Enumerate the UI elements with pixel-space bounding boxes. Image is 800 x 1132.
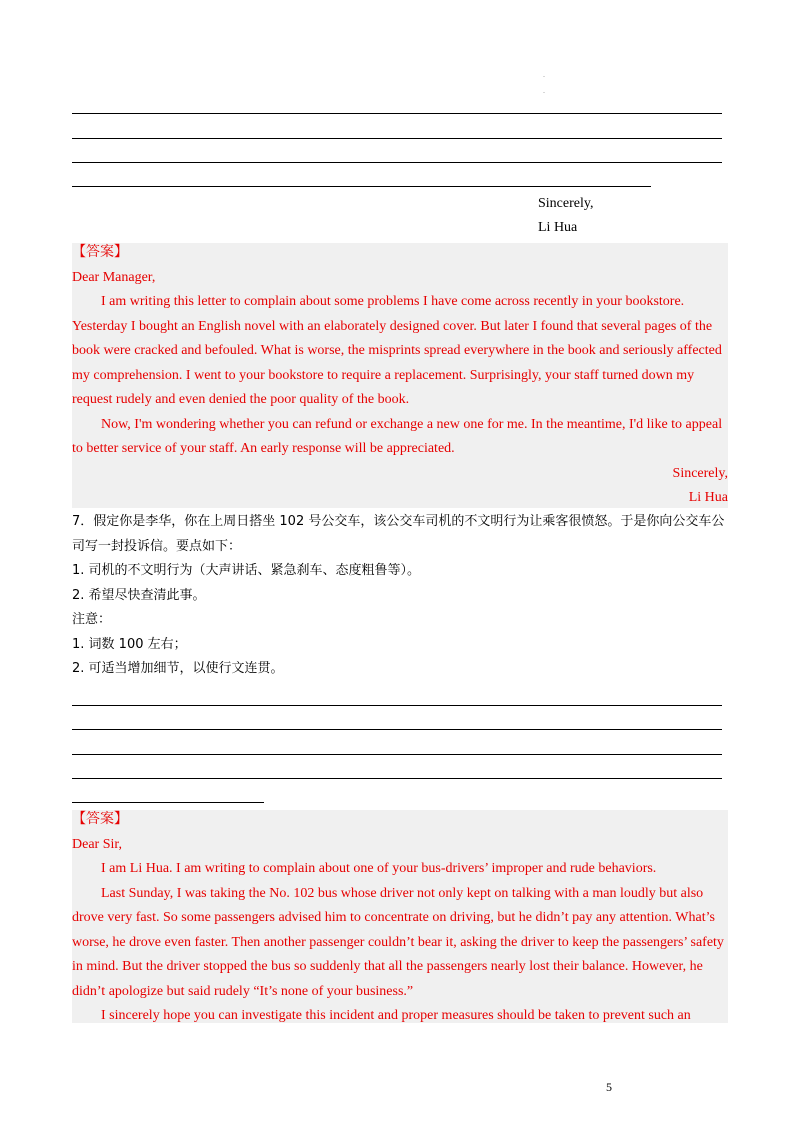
answer-paragraph: I sincerely hope you can investigate this incident and proper measures should be taken to prevent such an <box>101 1008 691 1023</box>
answer-greeting: Dear Sir, <box>72 836 122 852</box>
answer-block-2 <box>72 808 728 1029</box>
writing-line <box>72 186 651 187</box>
answer-signature: Li Hua <box>688 490 728 505</box>
writing-line <box>72 705 722 706</box>
answer-block-1 <box>72 241 728 511</box>
writing-line <box>72 778 722 779</box>
decor-mark: . <box>543 70 545 79</box>
writing-line <box>72 113 722 114</box>
letter-closing: Sincerely, <box>538 196 594 211</box>
answer-paragraph: I am Li Hua. I am writing to complain about one of your bus-drivers’ improper and rude behaviors. <box>101 861 657 876</box>
writing-line <box>72 138 722 139</box>
answer-label: 【答案】 <box>72 812 128 827</box>
question-point: 2. 希望尽快查清此事。 <box>72 587 206 603</box>
question-point: 1. 司机的不文明行为（大声讲话、紧急刹车、态度粗鲁等）。 <box>72 563 421 578</box>
question-note: 2. 可适当增加细节，以使行文连贯。 <box>72 661 284 676</box>
answer-paragraph: Now, I'm wondering whether you can refund or exchange a new one for me. In the meantime, I'd like to appeal to better service of your staff. An early response will be appreciated. <box>72 416 723 456</box>
question-note-label: 注意： <box>72 612 112 627</box>
answer-paragraph: Last Sunday, I was taking the No. 102 bus whose driver not only kept on talking with a man loudly but also drove very fast. So some passengers advised him to concentrate on driving, but he didn’t pay any attention. What’s worse, he drove even faster. Then another passenger couldn’t bear it, asking the driver to keep the passengers’ safety in mind. But the driver stopped the bus so suddenly that all the passengers nearly lost their balance. However, he didn’t apologize but said rudely “It’s none of your business.” <box>72 885 724 999</box>
answer-label: 【答案】 <box>72 245 128 260</box>
writing-line <box>72 802 264 803</box>
writing-line <box>72 162 722 163</box>
question-note: 1. 词数 100 左右； <box>72 636 187 652</box>
answer-paragraph: I am writing this letter to complain about some problems I have come across recently in your bookstore. Yesterday I bought an English novel with an elaborately designed cover. But later I found that several pages of the book were cracked and befouled. What is worse, the misprints spread everywhere in the book and seriously affected my comprehension. I went to your bookstore to require a replacement. Surprisingly, your staff turned down my request rudely and even denied the poor quality of the book. <box>72 294 722 407</box>
writing-line <box>72 729 722 730</box>
page-number: 5 <box>606 1080 612 1094</box>
letter-signature: Li Hua <box>538 220 578 235</box>
answer-greeting: Dear Manager, <box>72 269 156 285</box>
writing-line <box>72 754 722 755</box>
question-7 <box>72 510 732 682</box>
question-prompt: 7．假定你是李华，你在上周日搭坐 102 号公交车，该公交车司机的不文明行为让乘客很愤怒。于是你向公交车公司写一封投诉信。要点如下： <box>72 514 725 554</box>
decor-mark: . <box>543 86 545 95</box>
answer-closing: Sincerely, <box>672 465 728 481</box>
